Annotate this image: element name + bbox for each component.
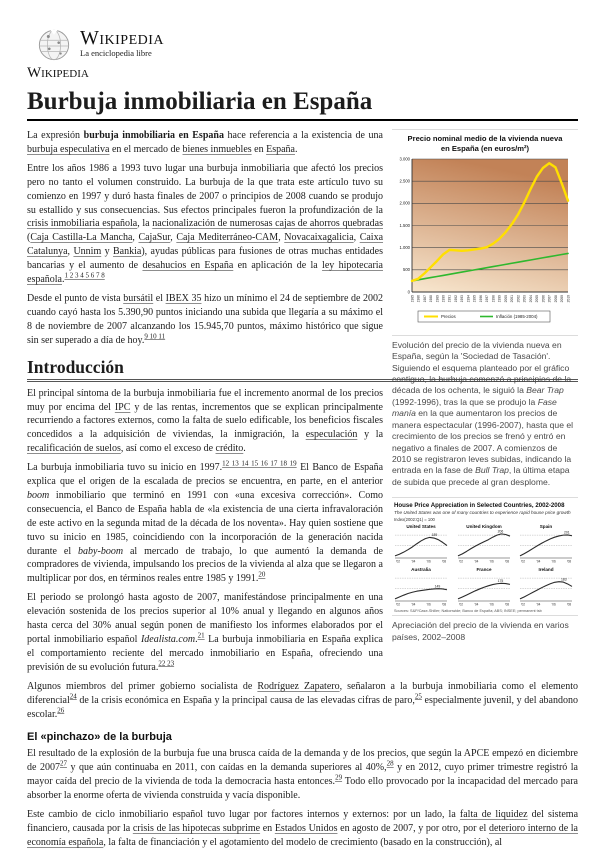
wiki-link[interactable]: falta de liquidez bbox=[459, 809, 528, 821]
wiki-link[interactable]: crisis inmobiliaria española bbox=[27, 218, 138, 230]
svg-text:'04: '04 bbox=[536, 559, 541, 564]
wiki-link[interactable]: Bankia bbox=[112, 246, 142, 258]
svg-text:2004: 2004 bbox=[528, 294, 533, 303]
pinchazo-paragraph-2 bbox=[27, 808, 578, 850]
text-segment: . bbox=[295, 143, 298, 155]
wiki-link[interactable]: España bbox=[266, 143, 295, 155]
svg-text:'02: '02 bbox=[395, 602, 401, 607]
svg-text:3.000: 3.000 bbox=[399, 156, 410, 162]
text-segment: en bbox=[251, 143, 267, 155]
svg-text:1989: 1989 bbox=[435, 294, 440, 303]
svg-text:201: 201 bbox=[564, 530, 570, 535]
text-segment: , bbox=[170, 232, 177, 244]
text-segment: , así como el exceso de bbox=[120, 443, 216, 455]
text-segment: hizo un mínimo el 24 de septiembre de 2002 cuando cayó hasta los 5.390,90 puntos iniciando una subida que llegaría a su máximo el 8 de noviembre de 2007 alcanzando los 15.945,70 puntos, máximo histórico que sigue sin ser superado a día de hoy. bbox=[27, 292, 383, 346]
subsection-heading-pinchazo: El «pinchazo» de la burbuja bbox=[27, 731, 172, 744]
wikipedia-globe-icon bbox=[37, 28, 71, 62]
svg-text:2005: 2005 bbox=[535, 294, 540, 303]
text-segment: en la que aumentaron los precios de manera espectacular (1996-2007), hasta que el crecimiento de los precios se frenó y entró en negativo a finales de 2007. A comienzos de 2010 se registraron leves subidas, indicando la entrada en la fase de bbox=[392, 408, 574, 476]
svg-text:'06: '06 bbox=[426, 602, 431, 607]
svg-text:United Kingdom: United Kingdom bbox=[465, 524, 502, 530]
text-segment: Algunos miembros del primer gobierno socialista de bbox=[27, 680, 258, 692]
svg-text:1998: 1998 bbox=[491, 294, 496, 303]
text-segment: especialmente juvenil, y del abandono escolar. bbox=[27, 694, 578, 720]
text-segment: Desde el punto de vista bbox=[27, 292, 124, 304]
svg-text:'02: '02 bbox=[395, 559, 401, 564]
wiki-link[interactable]: Rodríguez Zapatero bbox=[257, 680, 340, 692]
page-title: Burbuja inmobiliaria en España bbox=[27, 88, 578, 121]
text-segment: y en 2012, cuyo primer trimestre registró la mayor caída del precio de la vivienda de toda la democracia hasta entonces. bbox=[27, 762, 579, 788]
text-segment: Evolución del precio de la vivienda nueva en España, según la 'Sociedad de Tasación'. Siguiendo el esquema planteado por el gráfico contiguo, la burbuja comenzó a principios de la década de los ochenta, le siguió la bbox=[392, 339, 572, 396]
svg-text:United States: United States bbox=[406, 524, 436, 530]
svg-text:183: 183 bbox=[561, 577, 567, 582]
chart2-note: Index(2002:Q1) = 100 bbox=[394, 517, 435, 523]
mini-chart-france bbox=[455, 566, 513, 608]
svg-text:Inflación (1985-2004): Inflación (1985-2004) bbox=[496, 313, 538, 319]
site-label: Wikipedia bbox=[27, 65, 89, 81]
text-segment: y la bbox=[357, 429, 384, 441]
svg-text:206: 206 bbox=[497, 529, 503, 534]
pinchazo-paragraph-1 bbox=[27, 747, 578, 803]
svg-text:Precios: Precios bbox=[441, 313, 456, 319]
svg-text:149: 149 bbox=[434, 584, 441, 589]
text-segment: baby-boom bbox=[78, 545, 124, 557]
text-segment: Este cambio de ciclo inmobiliario español tuvo lugar por factores internos y externos: por un lado, la bbox=[27, 809, 460, 821]
svg-text:France: France bbox=[476, 567, 492, 573]
svg-text:'06: '06 bbox=[426, 559, 431, 564]
mini-chart-australia bbox=[392, 566, 450, 608]
text-segment: hace referencia a la existencia de una bbox=[223, 130, 383, 141]
svg-text:1997: 1997 bbox=[485, 294, 490, 303]
svg-text:2001: 2001 bbox=[510, 294, 515, 303]
svg-text:2006: 2006 bbox=[541, 294, 546, 303]
text-segment: , la última etapa de subida que precede al gran desplome. bbox=[392, 465, 570, 487]
price-line-chart bbox=[392, 156, 576, 328]
price-chart-caption bbox=[392, 340, 578, 488]
svg-text:0: 0 bbox=[407, 289, 410, 295]
svg-text:'08: '08 bbox=[567, 602, 572, 607]
svg-text:1994: 1994 bbox=[466, 294, 471, 303]
svg-text:1986: 1986 bbox=[416, 294, 421, 303]
svg-text:'06: '06 bbox=[551, 602, 557, 607]
text-segment: burbuja inmobiliaria en España bbox=[83, 130, 224, 141]
svg-text:1999: 1999 bbox=[497, 294, 502, 303]
svg-text:2008: 2008 bbox=[553, 294, 558, 303]
text-segment: La burbuja inmobiliaria tuvo su inicio en 1997. bbox=[27, 462, 223, 474]
wiki-link[interactable]: Caja Mediterráneo-CAM bbox=[176, 232, 279, 244]
wiki-link[interactable]: crédito bbox=[215, 443, 244, 455]
price-chart-image[interactable] bbox=[392, 129, 578, 336]
figure-price-chart[interactable] bbox=[392, 129, 578, 488]
text-segment: , bbox=[132, 232, 139, 244]
reference-link[interactable]: 28 bbox=[386, 760, 394, 769]
svg-text:'08: '08 bbox=[441, 559, 447, 564]
svg-text:500: 500 bbox=[403, 266, 410, 272]
text-segment: El periodo se prolongó hasta agosto de 2007, manifestándose principalmente en una elevación sostenida de los precios superior al 10% anual y llegando en algunos años hasta cerca del 30% anual según ponen de manifiesto los informes elaborados por el portal inmobiliario español bbox=[27, 592, 383, 645]
text-segment: Entre los años 1986 a 1993 tuvo lugar una burbuja inmobiliaria que afectó los precios pero no tanto el volumen construido. La burbuja de la que trata este artículo tuvo su comienzo en 1997 y duró hasta finales de 2007 o principios de 2008 cuando se produjo su estallido y sus consecuencias. Sus efectos principales fueron la profundización de la bbox=[27, 162, 383, 216]
wiki-link[interactable]: CajaSur bbox=[138, 232, 171, 244]
wiki-link[interactable]: bursátil bbox=[123, 292, 154, 304]
text-segment: y que aún continuaba en 2011, con caídas en la demanda superiores al 40%, bbox=[66, 762, 387, 774]
text-segment: en agosto de 2007, y por otro, por el bbox=[337, 822, 489, 834]
reference-link[interactable]: 9 10 11 bbox=[144, 332, 166, 341]
svg-text:Ireland: Ireland bbox=[538, 567, 554, 573]
reference-link[interactable]: 20 bbox=[258, 571, 266, 580]
reference-link[interactable]: 12 13 14 15 16 17 18 19 bbox=[222, 459, 297, 468]
text-segment: El principal síntoma de la burbuja inmobiliaria fue el incremento anormal de los precios muy por encima del bbox=[27, 387, 383, 413]
reference-link[interactable]: 25 bbox=[414, 692, 422, 701]
mini-chart-spain bbox=[517, 523, 575, 565]
text-segment: y bbox=[101, 246, 113, 258]
chart2-source: Sources: S&P/Case-Shiller; Nationwide; Banco de España; ABS; INSEE; permanent tsb bbox=[394, 609, 542, 614]
svg-text:2007: 2007 bbox=[547, 294, 552, 303]
chart2-subtitle: The United States was one of many countries to experience rapid house price growth bbox=[394, 510, 571, 516]
international-chart-caption: Apreciación del precio de la vivienda en varios países, 2002–2008 bbox=[392, 620, 569, 642]
svg-text:1990: 1990 bbox=[441, 294, 446, 303]
wiki-link[interactable]: burbuja especulativa bbox=[27, 143, 110, 155]
text-segment: en bbox=[260, 822, 275, 834]
svg-text:'04: '04 bbox=[411, 602, 416, 607]
svg-text:1992: 1992 bbox=[453, 294, 458, 303]
figure-international-chart[interactable] bbox=[392, 497, 578, 643]
svg-text:2.500: 2.500 bbox=[399, 178, 410, 184]
svg-text:Australia: Australia bbox=[411, 567, 431, 573]
mini-chart-united-kingdom bbox=[455, 523, 513, 565]
svg-text:1991: 1991 bbox=[447, 294, 452, 303]
svg-text:2002: 2002 bbox=[516, 294, 521, 303]
wiki-link[interactable]: recalificación de suelos bbox=[27, 443, 121, 455]
text-segment: del sistema financiero, causada por la bbox=[27, 809, 579, 834]
wiki-link[interactable]: Novacaixagalicia bbox=[284, 232, 354, 244]
svg-text:'06: '06 bbox=[551, 559, 557, 564]
svg-text:'08: '08 bbox=[504, 559, 509, 564]
text-segment: La expresión bbox=[27, 130, 84, 141]
wiki-link[interactable]: especulación bbox=[305, 429, 358, 441]
svg-text:1988: 1988 bbox=[429, 294, 434, 303]
mini-chart-united-states bbox=[392, 523, 450, 565]
svg-text:175: 175 bbox=[497, 579, 503, 584]
text-segment: , la bbox=[137, 218, 153, 230]
svg-text:'02: '02 bbox=[458, 602, 463, 607]
text-segment: , la falta de financiación y el agotamiento del modelo de crecimiento (basado en la construcción), al bbox=[103, 836, 503, 848]
wiki-link[interactable]: Caixa Catalunya bbox=[27, 232, 384, 258]
svg-text:1.500: 1.500 bbox=[399, 222, 410, 228]
svg-text:Spain: Spain bbox=[540, 524, 553, 530]
svg-text:'02: '02 bbox=[458, 559, 463, 564]
svg-text:'04: '04 bbox=[411, 559, 416, 564]
reference-link[interactable]: 22 23 bbox=[158, 659, 175, 668]
svg-text:1985: 1985 bbox=[410, 294, 415, 303]
text-segment: ( bbox=[27, 232, 31, 244]
text-segment: al mercado de trabajo, lo que aumentó la demanda de compradores de vivienda, impulsando los precios de la vivienda al alza que se llegaron a multiplicar por dos, en términos reales entre 1985 y 1991. bbox=[27, 545, 383, 585]
text-segment: en aplicación de la bbox=[233, 260, 323, 272]
text-segment: Idealista.com bbox=[140, 634, 196, 645]
svg-text:'02: '02 bbox=[521, 559, 526, 564]
svg-text:'02: '02 bbox=[521, 602, 526, 607]
text-segment: boom bbox=[27, 489, 50, 501]
wikipedia-brand bbox=[37, 28, 578, 62]
text-segment: ), ayudas públicas para fusiones de otras muchas entidades bancarias y el aumento de bbox=[27, 246, 384, 272]
svg-text:'04: '04 bbox=[473, 559, 479, 564]
international-chart-image[interactable] bbox=[392, 497, 578, 616]
chart-title: Precio nominal medio de la vivienda nueva en España (en euros/m²) bbox=[407, 134, 563, 153]
svg-text:189: 189 bbox=[431, 533, 438, 538]
reference-link[interactable]: 26 bbox=[57, 706, 65, 715]
text-segment: La burbuja inmobiliaria en España explica el comportamiento reciente del mercado inmobiliario en España, ofreciendo una previsión de su evolución futura. bbox=[27, 634, 383, 673]
svg-text:'08: '08 bbox=[441, 602, 447, 607]
wiki-link[interactable]: Estados Unidos bbox=[274, 822, 338, 834]
wiki-link[interactable]: Caja Castilla-La Mancha bbox=[30, 232, 133, 244]
reference-link[interactable]: 21 bbox=[197, 631, 205, 640]
text-segment: El resultado de la explosión de la burbuja fue una brusca caída de la demanda y de los precios, que según la APCE empezó en diciembre de 2007 bbox=[27, 748, 578, 774]
text-segment: el bbox=[153, 292, 166, 304]
svg-text:'06: '06 bbox=[489, 602, 494, 607]
svg-text:1996: 1996 bbox=[478, 294, 483, 303]
text-segment: . bbox=[62, 274, 65, 286]
text-segment: Bull Trap bbox=[475, 465, 509, 476]
svg-text:1993: 1993 bbox=[460, 294, 465, 303]
wikipedia-tagline: La enciclopedia libre bbox=[80, 48, 152, 58]
text-segment: en el mercado de bbox=[109, 143, 183, 155]
text-segment: Bear Trap bbox=[526, 385, 564, 396]
wiki-link[interactable]: Unnim bbox=[73, 246, 102, 258]
svg-text:2003: 2003 bbox=[522, 294, 527, 303]
text-segment: Todo ello provocado por la incapacidad del mercado para absorber la enorme oferta de vivienda construida y vacía disponible. bbox=[27, 776, 578, 802]
text-segment: , bbox=[353, 232, 360, 244]
svg-text:'04: '04 bbox=[473, 602, 479, 607]
wiki-link[interactable]: bienes inmuebles bbox=[182, 143, 252, 155]
chart2-title: House Price Appreciation in Selected Countries, 2002-2008 bbox=[394, 502, 565, 510]
text-segment: y de las rentas, incrementos que se explican principalmente recurriendo a factores externos, como la falta de suelo edificable, los beneficios fiscales concedidos a la adquisición de viviendas, la inmigración, la bbox=[27, 401, 383, 441]
text-segment: . bbox=[243, 443, 246, 455]
text-segment: (1992-1996), tras la que se produjo la bbox=[392, 396, 538, 407]
svg-text:'08: '08 bbox=[504, 602, 509, 607]
text-segment: Fase manía bbox=[392, 396, 557, 419]
reference-link[interactable]: 29 bbox=[335, 773, 343, 782]
wiki-link[interactable]: crisis de las hipotecas subprime bbox=[132, 822, 261, 834]
wordmark-block bbox=[80, 28, 164, 58]
text-segment: , bbox=[278, 232, 285, 244]
text-segment: El Banco de España explica que el origen de la escalada de precios se encuentra, en parte, en el anterior bbox=[27, 462, 384, 488]
section-heading-introduccion: Introducción bbox=[27, 357, 578, 382]
wiki-link[interactable]: IPC bbox=[114, 401, 131, 413]
svg-text:1987: 1987 bbox=[422, 294, 427, 303]
svg-text:2010: 2010 bbox=[566, 294, 571, 303]
wikipedia-wordmark: Wikipedia bbox=[80, 27, 165, 49]
svg-text:2009: 2009 bbox=[560, 294, 565, 303]
wiki-link[interactable]: deterioro interno de la economía española bbox=[27, 822, 578, 848]
svg-text:1.000: 1.000 bbox=[399, 244, 410, 250]
wiki-link[interactable]: ley hipotecaria española bbox=[27, 260, 383, 286]
text-segment: inmobiliario que terminó en 1991 con «una excesiva corrección». Como consecuencia, el Banco de España habla de «la existencia de una cierta infravaloración de este activo en la segunda mitad de la década de los noventa». Hay quien sostiene que tuvo su inicio en 1985, coincidiendo con la incorporación de la generación nacida durante el bbox=[27, 489, 383, 557]
svg-text:2000: 2000 bbox=[503, 294, 508, 303]
svg-text:'08: '08 bbox=[567, 559, 572, 564]
article-body bbox=[27, 129, 578, 850]
text-segment: . bbox=[195, 634, 198, 645]
text-segment: , señalaron a la burbuja inmobiliaria como el elemento diferencial bbox=[27, 680, 579, 706]
reference-link[interactable]: 1 2 3 4 5 6 7 8 bbox=[64, 271, 105, 280]
svg-text:1995: 1995 bbox=[472, 294, 477, 303]
wiki-link[interactable]: IBEX 35 bbox=[165, 292, 202, 304]
wiki-link[interactable]: desahucios en España bbox=[142, 260, 234, 272]
small-multiples-grid bbox=[392, 523, 578, 608]
svg-text:'06: '06 bbox=[489, 559, 494, 564]
text-segment: , bbox=[67, 246, 74, 258]
mini-chart-ireland bbox=[517, 566, 575, 608]
svg-text:'04: '04 bbox=[536, 602, 541, 607]
reference-link[interactable]: 27 bbox=[59, 760, 67, 769]
reference-link[interactable]: 24 bbox=[69, 692, 77, 701]
svg-text:2.000: 2.000 bbox=[399, 200, 410, 206]
wiki-link[interactable]: nacionalización de numerosas cajas de ahorros quebradas bbox=[152, 218, 383, 230]
zapatero-paragraph bbox=[27, 680, 578, 722]
text-segment: de la crisis económica en España y la principal causa de las elevadas cifras de paro, bbox=[76, 694, 415, 706]
